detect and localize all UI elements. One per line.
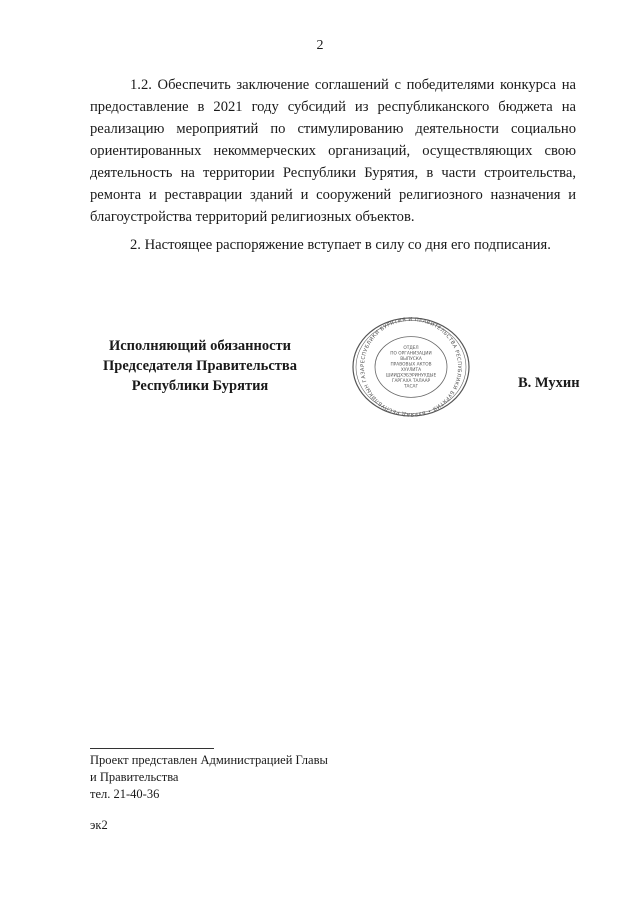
seal-outer-text: РЕСПУБЛИКИ БУРЯТИЯ И ПРАВИТЕЛЬСТВА РЕСПУБЛИКИ БУРЯТИЯ • БУРЯАД РЕСПУБЛИКЫН ГАЗА <box>359 316 463 418</box>
footnote-line-2: и Правительства <box>90 770 179 784</box>
signer-position <box>70 336 330 396</box>
seal-line-1: ОТДЕЛ <box>403 346 419 351</box>
seal-line-3: ВЫПУСКА <box>400 357 422 362</box>
footnote-separator <box>90 748 214 749</box>
paragraph-1-2: 1.2. Обеспечить заключение соглашений с победителями конкурса на предоставление в 2021 году субсидий из республиканского бюджета на реализацию мероприятий по стимулированию деятельности социально ориентированных некоммерческих организаций, осуществляющих свою деятельность на территории Республики Бурятия, в части строительства, ремонта и реставрации зданий и сооружений религиозного назначения и благоустройства территорий религиозных объектов. <box>90 77 576 225</box>
footnote <box>90 752 328 803</box>
seal-line-5: ХУУЛИТА <box>400 368 422 373</box>
official-seal <box>346 316 476 420</box>
signer-position-line-2: Председателя Правительства <box>103 358 297 374</box>
seal-line-2: ПО ОРГАНИЗАЦИИ <box>390 351 432 357</box>
paragraph-2: 2. Настоящее распоряжение вступает в силу со дня его подписания. <box>130 237 551 253</box>
signer-name: В. Мухин <box>518 375 580 391</box>
seal-line-8: ТАСАГ <box>403 384 419 390</box>
signer-position-line-1: Исполняющий обязанности <box>108 338 292 354</box>
footnote-line-3: тел. 21-40-36 <box>90 787 160 801</box>
page-number: 2 <box>316 38 324 53</box>
seal-inner-text <box>386 345 437 390</box>
document-code: эк2 <box>90 818 108 832</box>
seal-line-4: ПРАВОВЫХ АКТОВ <box>390 362 432 368</box>
footnote-line-1: Проект представлен Администрацией Главы <box>90 753 328 767</box>
seal-line-7: ГАРГАХА ТАЛААР <box>391 379 431 384</box>
seal-line-6: ШИИДХЭБЭРИНУУДЫЕ <box>385 373 437 379</box>
signer-position-line-3: Республики Бурятия <box>131 378 269 394</box>
